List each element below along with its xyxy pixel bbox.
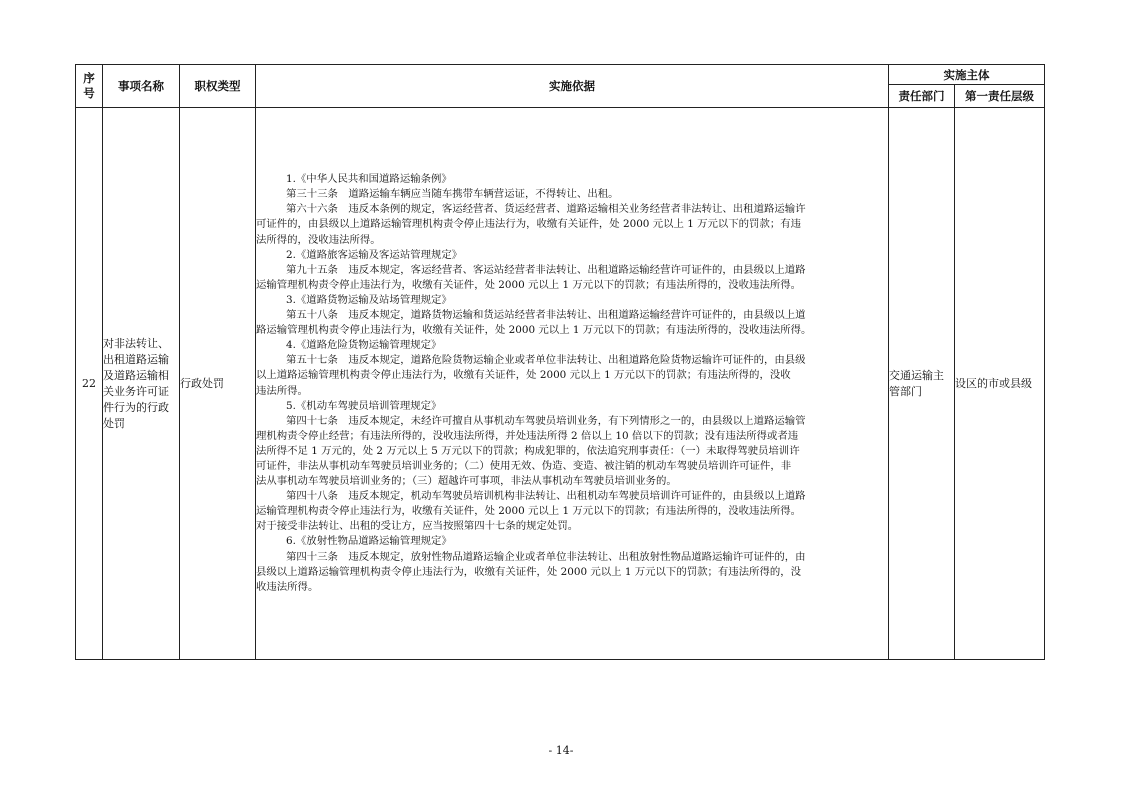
basis-lines xyxy=(256,172,888,595)
row-number: 22 xyxy=(76,108,103,660)
basis-line: 违法所得。 xyxy=(256,384,308,397)
basis-line: 理机构责令停止经营；有违法所得的，没收违法所得，并处违法所得 2 倍以上 10 倍以下的罚款；没有违法所得或者违 xyxy=(256,429,799,442)
item-name: 对非法转让、出租道路运输及道路运输相关业务许可证件行为的行政处罚 xyxy=(103,108,180,660)
basis-line: 第三十三条 道路运输车辆应当随车携带车辆营运证，不得转让、出租。 xyxy=(286,188,619,201)
basis-line: 法所得不足 1 万元的，处 2 万元以上 5 万元以下的罚款；构成犯罪的，依法追究刑事责任：（一）未取得驾驶员培训许 xyxy=(256,444,800,457)
basis-line: 1.《中华人民共和国道路运输条例》 xyxy=(286,173,452,186)
power-type: 行政处罚 xyxy=(180,108,256,660)
basis-line: 法所得的，没收违法所得。 xyxy=(256,233,381,246)
basis-line: 第四十七条 违反本规定，未经许可擅自从事机动车驾驶员培训业务，有下列情形之一的，由县级以上道路运输管 xyxy=(286,414,806,427)
header-subject: 实施主体 xyxy=(889,65,1045,85)
basis-line: 4.《道路危险货物运输管理规定》 xyxy=(286,339,442,352)
header-basis: 实施依据 xyxy=(256,65,889,108)
table-row xyxy=(76,108,1045,660)
basis-line: 第五十八条 违反本规定，道路货物运输和货运站经营者非法转让、出租道路运输经营许可证件的，由县级以上道 xyxy=(286,309,806,322)
responsible-dept: 交通运输主管部门 xyxy=(889,108,955,660)
basis-line: 可证件，非法从事机动车驾驶员培训业务的；（二）使用无效、伪造、变造、被注销的机动车驾驶员培训许可证件，非 xyxy=(256,459,792,472)
basis-line: 运输管理机构责令停止违法行为，收缴有关证件，处 2000 元以上 1 万元以下的罚款；有违法所得的，没收违法所得。 xyxy=(256,278,802,291)
basis-text xyxy=(256,108,889,660)
basis-line: 第五十七条 违反本规定，道路危险货物运输企业或者单位非法转让、出租道路危险货物运输许可证件的，由县级 xyxy=(286,354,806,367)
responsibility-level: 设区的市或县级 xyxy=(955,108,1045,660)
basis-line: 收违法所得。 xyxy=(256,580,319,593)
header-level: 第一责任层级 xyxy=(955,85,1045,108)
enforcement-table xyxy=(75,64,1045,660)
basis-line: 第四十八条 违反本规定，机动车驾驶员培训机构非法转让、出租机动车驾驶员培训许可证件的，由县级以上道路 xyxy=(286,490,806,503)
basis-line: 6.《放射性物品道路运输管理规定》 xyxy=(286,535,452,548)
header-dept: 责任部门 xyxy=(889,85,955,108)
header-no: 序 号 xyxy=(76,65,103,108)
basis-line: 3.《道路货物运输及站场管理规定》 xyxy=(286,293,452,306)
basis-line: 对于接受非法转让、出租的受让方，应当按照第四十七条的规定处罚。 xyxy=(256,520,579,533)
basis-line: 路运输管理机构责令停止违法行为，收缴有关证件，处 2000 元以上 1 万元以下的罚款；有违法所得的，没收违法所得。 xyxy=(256,324,812,337)
header-power-type: 职权类型 xyxy=(180,65,256,108)
basis-line: 运输管理机构责令停止违法行为，收缴有关证件，处 2000 元以上 1 万元以下的罚款；有违法所得的，没收违法所得。 xyxy=(256,505,802,518)
basis-line: 法从事机动车驾驶员培训业务的；（三）超越许可事项，非法从事机动车驾驶员培训业务的。 xyxy=(256,475,677,488)
basis-line: 2.《道路旅客运输及客运站管理规定》 xyxy=(286,248,463,261)
basis-line: 5.《机动车驾驶员培训管理规定》 xyxy=(286,399,442,412)
page-number: - 14- xyxy=(548,744,574,757)
basis-line: 第六十六条 违反本条例的规定，客运经营者、货运经营者、道路运输相关业务经营者非法转让、出租道路运输许 xyxy=(286,203,806,216)
basis-line: 以上道路运输管理机构责令停止违法行为，收缴有关证件，处 2000 元以上 1 万元以下的罚款；有违法所得的，没收 xyxy=(256,369,791,382)
header-item-name: 事项名称 xyxy=(103,65,180,108)
basis-line: 第九十五条 违反本规定，客运经营者、客运站经营者非法转让、出租道路运输经营许可证件的，由县级以上道路 xyxy=(286,263,806,276)
basis-line: 第四十三条 违反本规定，放射性物品道路运输企业或者单位非法转让、出租放射性物品道路运输许可证件的，由 xyxy=(286,550,806,563)
basis-line: 可证件的，由县级以上道路运输管理机构责令停止违法行为，收缴有关证件，处 2000 元以上 1 万元以下的罚款；有违 xyxy=(256,218,802,231)
basis-line: 县级以上道路运输管理机构责令停止违法行为，收缴有关证件，处 2000 元以上 1 万元以下的罚款；有违法所得的，没 xyxy=(256,565,802,578)
